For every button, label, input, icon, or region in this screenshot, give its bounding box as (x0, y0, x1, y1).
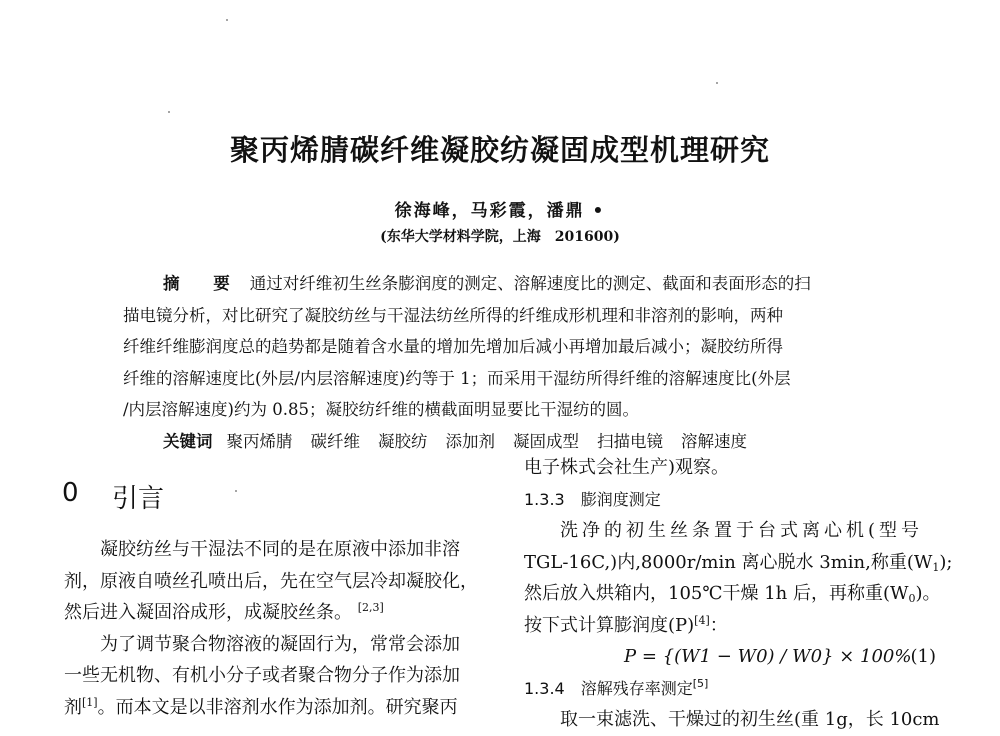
abstract-label: 摘 要 (163, 274, 244, 293)
paragraph-line: 剂，原液自喷丝孔喷出后，先在空气层冷却凝胶化， (64, 570, 478, 592)
left-column (64, 534, 494, 723)
paragraph-line: 剂[1]。而本文是以非溶剂水作为添加剂。研究聚丙 (64, 695, 458, 718)
keyword: 添加剂 (445, 431, 495, 451)
paragraph-line: 然后放入烘箱内，105℃干燥 1h 后，再称重$(W_0)$。 (524, 583, 941, 605)
keyword: 溶解速度 (681, 431, 747, 451)
paragraph-line: 取一束滤洗、干燥过的初生丝(重 1g，长 10cm (560, 709, 940, 730)
paragraph-line: 电子株式会社生产)观察。 (524, 457, 730, 478)
keyword: 碳纤维 (310, 431, 360, 451)
authors: 徐海峰，马彩霞，潘鼎 • (394, 201, 606, 221)
subsection-heading: 1.3.4 溶解残存率测定[5] (524, 676, 709, 698)
equation-number: (1) (910, 646, 936, 667)
paragraph-line: 一些无机物、有机小分子或者聚合物分子作为添加 (64, 665, 460, 686)
paragraph-line: 为了调节聚合物溶液的凝固行为，常常会添加 (100, 633, 460, 655)
abstract-line: 纤维纤维膨润度总的趋势都是随着含水量的增加先增加后减小再增加最后减小；凝胶纺所得 (123, 337, 783, 356)
affiliation: (东华大学材料学院，上海 201600) (380, 229, 620, 245)
citation: [4] (694, 613, 710, 627)
keyword: 凝固成型 (513, 431, 579, 451)
abstract-line: 描电镜分析，对比研究了凝胶纺丝与干湿法纺丝所得的纤维成形机理和非溶剂的影响，两种 (123, 305, 783, 325)
formula-line (524, 641, 944, 673)
right-column (524, 452, 953, 736)
citation: [2,3] (357, 601, 384, 614)
abstract-line: /内层溶解速度)约为 0.85；凝胶纺纤维的横截面明显要比干湿纺的圆。 (123, 400, 639, 419)
paragraph-line: 按下式计算膨润度(P)[4]： (524, 613, 728, 636)
citation: [1] (82, 695, 98, 709)
subsection-heading: 1.3.3 膨润度测定 (524, 489, 661, 509)
keyword: 聚丙烯腈 (226, 431, 293, 451)
keyword: 凝胶纺 (378, 431, 428, 451)
keyword: 扫描电镜 (597, 431, 663, 451)
abstract-line: 纤维的溶解速度比(外层/内层溶解速度)约等于 1；而采用干湿纺所得纤维的溶解速度比(外层 (123, 368, 791, 388)
paragraph-line: 然后进入凝固浴成形，成凝胶丝条。 [2,3] (64, 601, 384, 623)
paragraph-line: 凝胶纺丝与干湿法不同的是在原液中添加非溶 (100, 539, 460, 560)
section-number: 0 (62, 478, 79, 508)
citation: [5] (692, 676, 709, 690)
section-title: 引言 (112, 484, 165, 514)
equation: P = {(W1 − W0) / W0} × 100% (624, 646, 912, 667)
keywords-label: 关键词 (163, 431, 213, 451)
paragraph-line: 洗净的初生丝条置于台式离心机(型号 (560, 520, 924, 541)
abstract-line: 摘 要 通过对纤维初生丝条膨润度的测定、溶解速度比的测定、截面和表面形态的扫 (163, 274, 811, 293)
paragraph-line: TGL-16C,)内,8000r/min 离心脱水 3min,称重$(W_1)$; (524, 551, 953, 574)
paper-title: 聚丙烯腈碳纤维凝胶纺凝固成型机理研究 (229, 133, 770, 167)
abstract-block (123, 268, 879, 457)
